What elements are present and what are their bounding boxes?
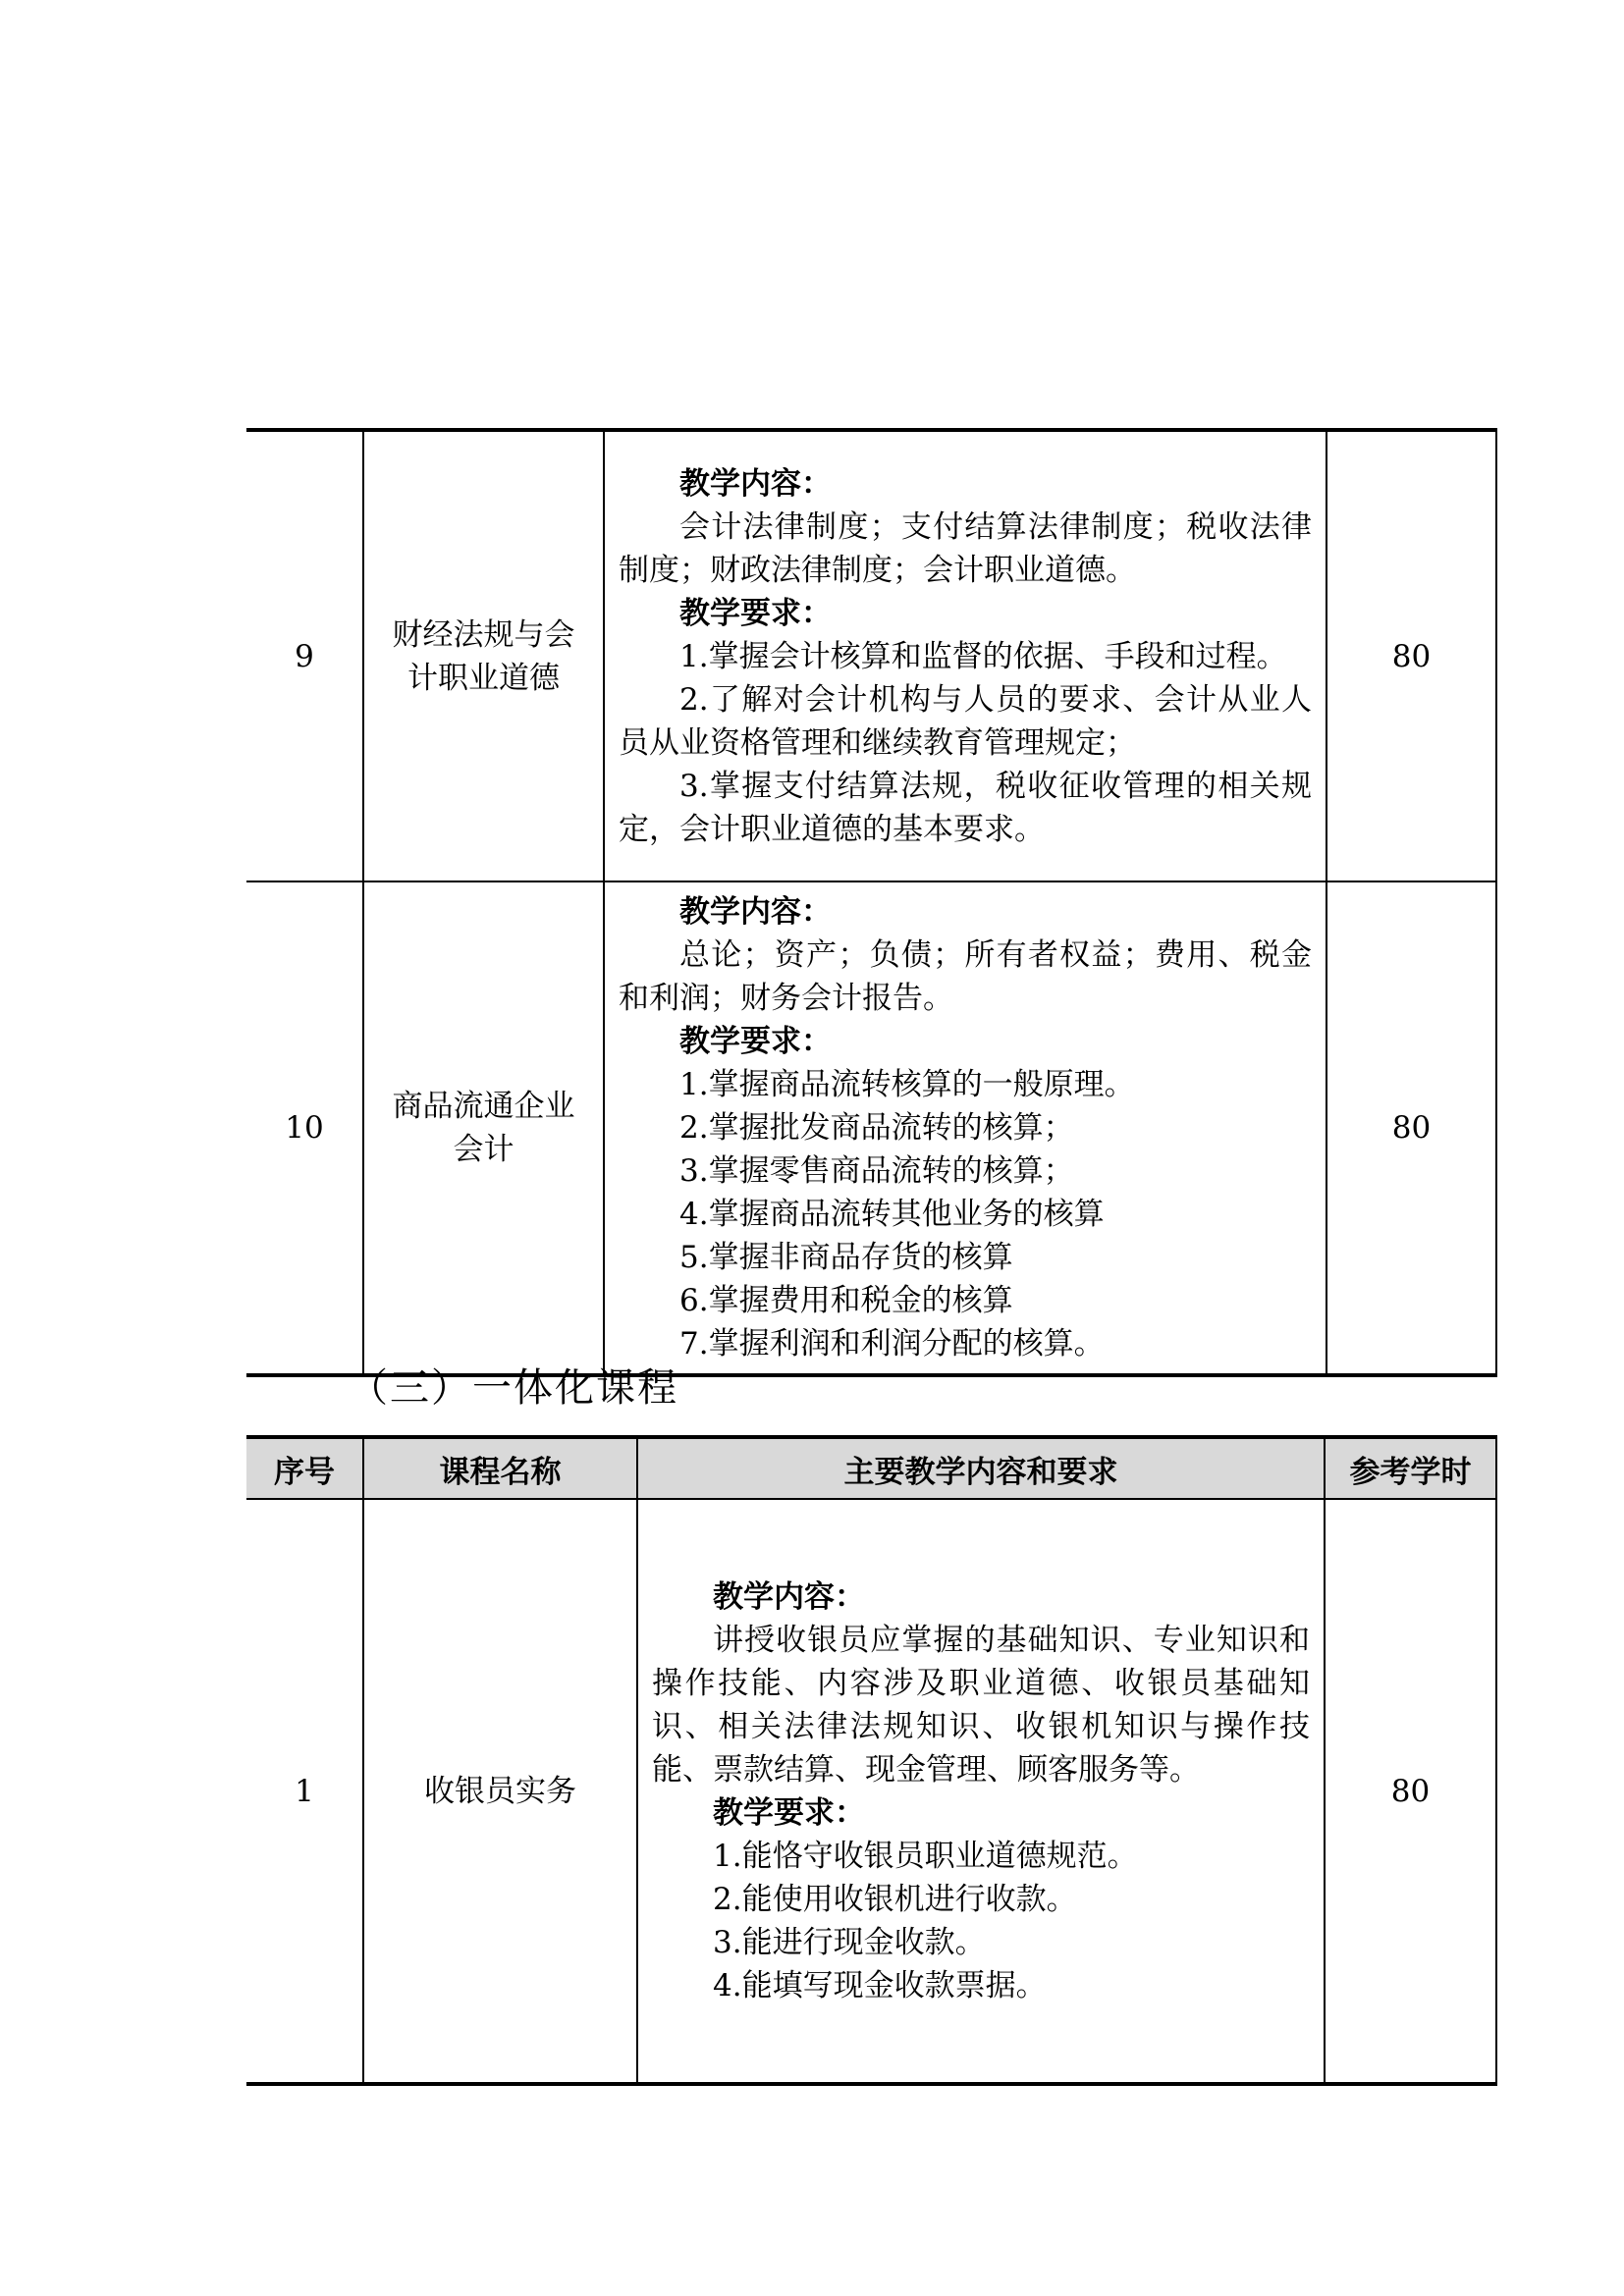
header-content: 主要教学内容和要求 xyxy=(637,1437,1325,1499)
course-content xyxy=(637,1499,1325,2084)
content-text: 会计法律制度；支付结算法律制度；税收法律制度；财政法律制度；会计职业道德。 xyxy=(619,508,1312,588)
header-course-name: 课程名称 xyxy=(363,1437,637,1499)
requirements-heading: 教学要求： xyxy=(679,595,832,631)
content-heading: 教学内容： xyxy=(679,465,832,502)
course-content xyxy=(604,430,1326,881)
requirement-item: 4.掌握商品流转其他业务的核算 xyxy=(679,1197,1105,1232)
requirement-item: 6.掌握费用和税金的核算 xyxy=(679,1283,1013,1318)
reference-hours: 80 xyxy=(1326,430,1496,881)
course-name: 收银员实务 xyxy=(363,1499,637,2084)
header-hours: 参考学时 xyxy=(1325,1437,1496,1499)
reference-hours: 80 xyxy=(1325,1499,1496,2084)
requirement-item: 2.掌握批发商品流转的核算； xyxy=(679,1110,1074,1146)
requirements-heading: 教学要求： xyxy=(679,1024,832,1059)
requirement-item: 5.掌握非商品存货的核算 xyxy=(679,1240,1013,1275)
course-name: 商品流通企业会计 xyxy=(363,881,604,1375)
course-table-continued xyxy=(246,428,1497,1377)
requirement-item: 4.能填写现金收款票据。 xyxy=(713,1967,1047,2003)
table-row xyxy=(246,881,1496,1375)
content-text: 总论；资产；负债；所有者权益；费用、税金和利润；财务会计报告。 xyxy=(619,937,1312,1016)
table-row xyxy=(246,430,1496,881)
integrated-course-table xyxy=(246,1435,1497,2086)
requirement-item: 2.了解对会计机构与人员的要求、会计从业人员从业资格管理和继续教育管理规定； xyxy=(619,681,1312,761)
table-row xyxy=(246,1499,1496,2084)
row-number: 9 xyxy=(246,430,363,881)
course-name: 财经法规与会计职业道德 xyxy=(363,430,604,881)
requirements-heading: 教学要求： xyxy=(713,1794,865,1831)
requirement-item: 1.掌握会计核算和监督的依据、手段和过程。 xyxy=(679,638,1287,674)
table-header-row xyxy=(246,1437,1496,1499)
row-number: 10 xyxy=(246,881,363,1375)
reference-hours: 80 xyxy=(1326,881,1496,1375)
row-number: 1 xyxy=(246,1499,363,2084)
requirement-item: 2.能使用收银机进行收款。 xyxy=(713,1881,1077,1917)
content-heading: 教学内容： xyxy=(679,894,832,930)
section-title: （三）一体化课程 xyxy=(349,1365,678,1411)
requirement-item: 3.掌握支付结算法规，税收征收管理的相关规定，会计职业道德的基本要求。 xyxy=(619,768,1312,847)
content-text: 讲授收银员应掌握的基础知识、专业知识和操作技能、内容涉及职业道德、收银员基础知识、相关法律法规知识、收银机知识与操作技能、票款结算、现金管理、顾客服务等。 xyxy=(652,1622,1310,1788)
requirement-item: 7.掌握利润和利润分配的核算。 xyxy=(679,1326,1105,1362)
requirement-item: 3.掌握零售商品流转的核算； xyxy=(679,1153,1074,1189)
requirement-item: 1.能恪守收银员职业道德规范。 xyxy=(713,1838,1138,1874)
course-content xyxy=(604,881,1326,1375)
content-heading: 教学内容： xyxy=(713,1578,865,1615)
requirement-item: 3.能进行现金收款。 xyxy=(713,1924,986,1960)
requirement-item: 1.掌握商品流转核算的一般原理。 xyxy=(679,1067,1135,1102)
header-number: 序号 xyxy=(246,1437,363,1499)
